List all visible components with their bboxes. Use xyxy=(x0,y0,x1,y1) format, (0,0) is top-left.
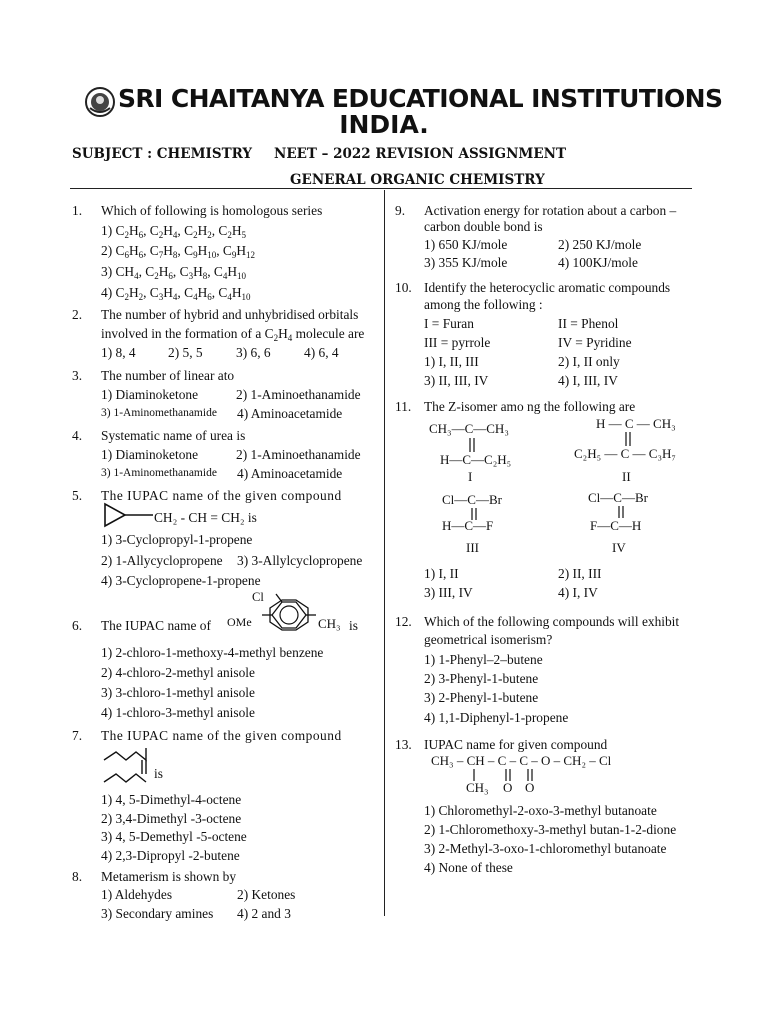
q11-structure-2-top: H — C — CH₃ xyxy=(596,416,676,431)
question-9-number: 9. xyxy=(395,203,406,218)
q7-option-2: 2) 3,4-Dimethyl -3-octene xyxy=(101,811,242,826)
q4-option-2: 2) 1-Aminoethanamide xyxy=(236,447,361,462)
q13-oxygen-1: O xyxy=(503,780,513,795)
q9-option-4: 4) 100KJ/mole xyxy=(558,255,638,270)
q13-oxygen-2: O xyxy=(525,780,535,795)
q10-item-4: IV = Pyridine xyxy=(558,335,632,350)
q9-option-3: 3) 355 KJ/mole xyxy=(424,255,508,270)
q8-option-2: 2) Ketones xyxy=(237,887,296,902)
q6-option-4: 4) 1-chloro-3-methyl anisole xyxy=(101,705,255,720)
question-13-number: 13. xyxy=(395,737,412,752)
q9-option-1: 1) 650 KJ/mole xyxy=(424,237,508,252)
subject-label: SUBJECT : CHEMISTRY xyxy=(72,146,253,162)
q11-option-1: 1) I, II xyxy=(424,566,459,581)
q5-option-3: 3) 3-Allylcyclopropene xyxy=(237,553,363,568)
q7-tail: is xyxy=(154,766,163,781)
q1-option-2: 2) $C_6H_6$, $C_7H_8$, $C_9H_{10}$, $C_9H_{12}$ xyxy=(101,243,256,260)
q4-option-1: 1) Diaminoketone xyxy=(101,447,199,462)
q11-structure-1-top: CH₃—C—CH₃ xyxy=(429,421,509,436)
q13-option-1: 1) Chloromethyl-2-oxo-3-methyl butanoate xyxy=(424,803,657,818)
q6-sub-cl: Cl xyxy=(252,590,264,604)
question-number: 1. xyxy=(72,203,83,218)
question-5-text: The IUPAC name of the given compound xyxy=(101,488,342,503)
q5-option-4: 4) 3-Cyclopropene-1-propene xyxy=(101,573,261,588)
question-6-text: The IUPAC name of xyxy=(101,618,211,633)
question-12-number: 12. xyxy=(395,614,412,629)
q1-option-3: 3) $CH_4$, $C_2H_6$, $C_3H_8$, $C_4H_{10}$ xyxy=(101,264,247,281)
question-12-line1: Which of the following compounds will exhibit xyxy=(424,614,680,629)
q10-item-2: II = Phenol xyxy=(558,316,619,331)
q4-option-3: 3) 1-Aminomethanamide xyxy=(101,467,217,479)
q10-option-2: 2) I, II only xyxy=(558,354,620,369)
q1-option-1: 1) $C_2H_6$, $C_2H_4$, $C_2H_2$, $C_2H_5$ xyxy=(101,223,247,240)
q11-structure-3-top: Cl—C—Br xyxy=(442,492,502,507)
q3-option-2: 2) 1-Aminoethanamide xyxy=(236,387,361,402)
question-2-line2: involved in the formation of a $C_2H_4$ molecule are xyxy=(101,326,365,343)
q13-option-3: 3) 2-Methyl-3-oxo-1-chloromethyl butanoate xyxy=(424,841,667,856)
q4-option-4: 4) Aminoacetamide xyxy=(237,466,343,481)
q12-option-4: 4) 1,1-Diphenyl-1-propene xyxy=(424,710,569,725)
question-7-number: 7. xyxy=(72,728,83,743)
question-8-text: Metamerism is shown by xyxy=(101,869,237,884)
q11-option-3: 3) III, IV xyxy=(424,585,473,600)
q8-option-1: 1) Aldehydes xyxy=(101,887,173,902)
octene-skeletal-structure xyxy=(102,744,154,791)
q13-structure-main: CH₃ – CH – C – C – O – CH₂ – Cl xyxy=(431,753,612,768)
q9-option-2: 2) 250 KJ/mole xyxy=(558,237,642,252)
q10-option-1: 1) I, II, III xyxy=(424,354,479,369)
q3-option-3: 3) 1-Aminomethanamide xyxy=(101,407,217,419)
q7-option-3: 3) 4, 5-Demethyl -5-octene xyxy=(101,829,247,844)
question-6-number: 6. xyxy=(72,618,83,633)
q10-option-3: 3) II, III, IV xyxy=(424,373,489,388)
question-10-line1: Identify the heterocyclic aromatic compounds xyxy=(424,280,671,295)
q11-structure-4-label: IV xyxy=(612,540,626,555)
q6-tail: is xyxy=(349,618,358,633)
q3-option-1: 1) Diaminoketone xyxy=(101,387,199,402)
question-2-line1: The number of hybrid and unhybridised orbitals xyxy=(101,307,359,322)
q6-option-3: 3) 3-chloro-1-methyl anisole xyxy=(101,685,255,700)
q13-option-4: 4) None of these xyxy=(424,860,513,875)
question-10-line2: among the following : xyxy=(424,297,543,312)
q11-structure-1-label: I xyxy=(468,469,473,484)
q7-option-4: 4) 2,3-Dipropyl -2-butene xyxy=(101,848,240,863)
q11-option-4: 4) I, IV xyxy=(558,585,598,600)
q12-option-1: 1) 1-Phenyl–2–butene xyxy=(424,652,543,667)
question-9-line2: carbon double bond is xyxy=(424,219,543,234)
q7-option-1: 1) 4, 5-Dimethyl-4-octene xyxy=(101,792,242,807)
q11-structure-1-bottom: H—C—C₂H₅ xyxy=(440,452,512,467)
question-8-number: 8. xyxy=(72,869,83,884)
q2-option-4: 4) 6, 4 xyxy=(304,345,339,360)
q6-option-1: 1) 2-chloro-1-methoxy-4-methyl benzene xyxy=(101,645,324,660)
q11-structure-2-label: II xyxy=(622,469,631,484)
q11-structure-3-label: III xyxy=(466,540,479,555)
q11-structure-3-bottom: H—C—F xyxy=(442,518,494,533)
q5-option-1: 1) 3-Cyclopropyl-1-propene xyxy=(101,532,253,547)
country-title: INDIA. xyxy=(339,110,429,139)
topic-label: GENERAL ORGANIC CHEMISTRY xyxy=(290,172,545,188)
q3-option-4: 4) Aminoacetamide xyxy=(237,406,343,421)
question-4-text: Systematic name of urea is xyxy=(101,428,246,443)
q5-structure-text: CH₂ - CH = CH₂ is xyxy=(154,510,257,525)
q8-option-3: 3) Secondary amines xyxy=(101,906,214,921)
question-1-text: Which of following is homologous series xyxy=(101,203,323,218)
question-12-line2: geometrical isomerism? xyxy=(424,632,553,647)
assignment-label: NEET – 2022 REVISION ASSIGNMENT xyxy=(274,146,567,162)
q2-option-2: 2) 5, 5 xyxy=(168,345,203,360)
q11-structure-2-bottom: C₂H₅ — C — C₃H₇ xyxy=(574,446,676,461)
q6-sub-ome: OMe xyxy=(227,615,252,629)
question-1 xyxy=(72,201,82,221)
question-7-text: The IUPAC name of the given compound xyxy=(101,728,342,743)
q11-structure-4-top: Cl—C—Br xyxy=(588,490,648,505)
question-2-number: 2. xyxy=(72,307,83,322)
column-divider xyxy=(384,190,385,916)
q6-sub-ch3: CH₃ xyxy=(318,616,341,631)
q13-option-2: 2) 1-Chloromethoxy-3-methyl butan-1-2-dione xyxy=(424,822,677,837)
question-3-number: 3. xyxy=(72,368,83,383)
question-10-number: 10. xyxy=(395,280,412,295)
q2-option-3: 3) 6, 6 xyxy=(236,345,271,360)
question-4-number: 4. xyxy=(72,428,83,443)
q12-option-2: 2) 3-Phenyl-1-butene xyxy=(424,671,539,686)
q13-sub-ch3: CH₃ xyxy=(466,780,489,795)
q5-option-2: 2) 1-Allycyclopropene xyxy=(101,553,223,568)
q6-option-2: 2) 4-chloro-2-methyl anisole xyxy=(101,665,255,680)
q8-option-4: 4) 2 and 3 xyxy=(237,906,291,921)
question-11-number: 11. xyxy=(395,399,412,414)
question-13-text: IUPAC name for given compound xyxy=(424,737,608,752)
q11-option-2: 2) II, III xyxy=(558,566,602,581)
q10-item-3: III = pyrrole xyxy=(424,335,491,350)
question-9-line1: Activation energy for rotation about a carbon – xyxy=(424,203,677,218)
q1-option-4: 4) $C_2H_2$, $C_3H_4$, $C_4H_6$, $C_4H_{10}$ xyxy=(101,285,251,302)
q12-option-3: 3) 2-Phenyl-1-butene xyxy=(424,690,539,705)
question-3-text: The number of linear ato xyxy=(101,368,235,383)
header-divider xyxy=(70,188,692,189)
question-5-number: 5. xyxy=(72,488,83,503)
q2-option-1: 1) 8, 4 xyxy=(101,345,136,360)
institution-title: SRI CHAITANYA EDUCATIONAL INSTITUTIONS xyxy=(118,84,723,113)
q10-option-4: 4) I, III, IV xyxy=(558,373,618,388)
q11-structure-4-bottom: F—C—H xyxy=(590,518,642,533)
q10-item-1: I = Furan xyxy=(424,316,474,331)
question-11-text: The Z-isomer amo ng the following are xyxy=(424,399,636,414)
